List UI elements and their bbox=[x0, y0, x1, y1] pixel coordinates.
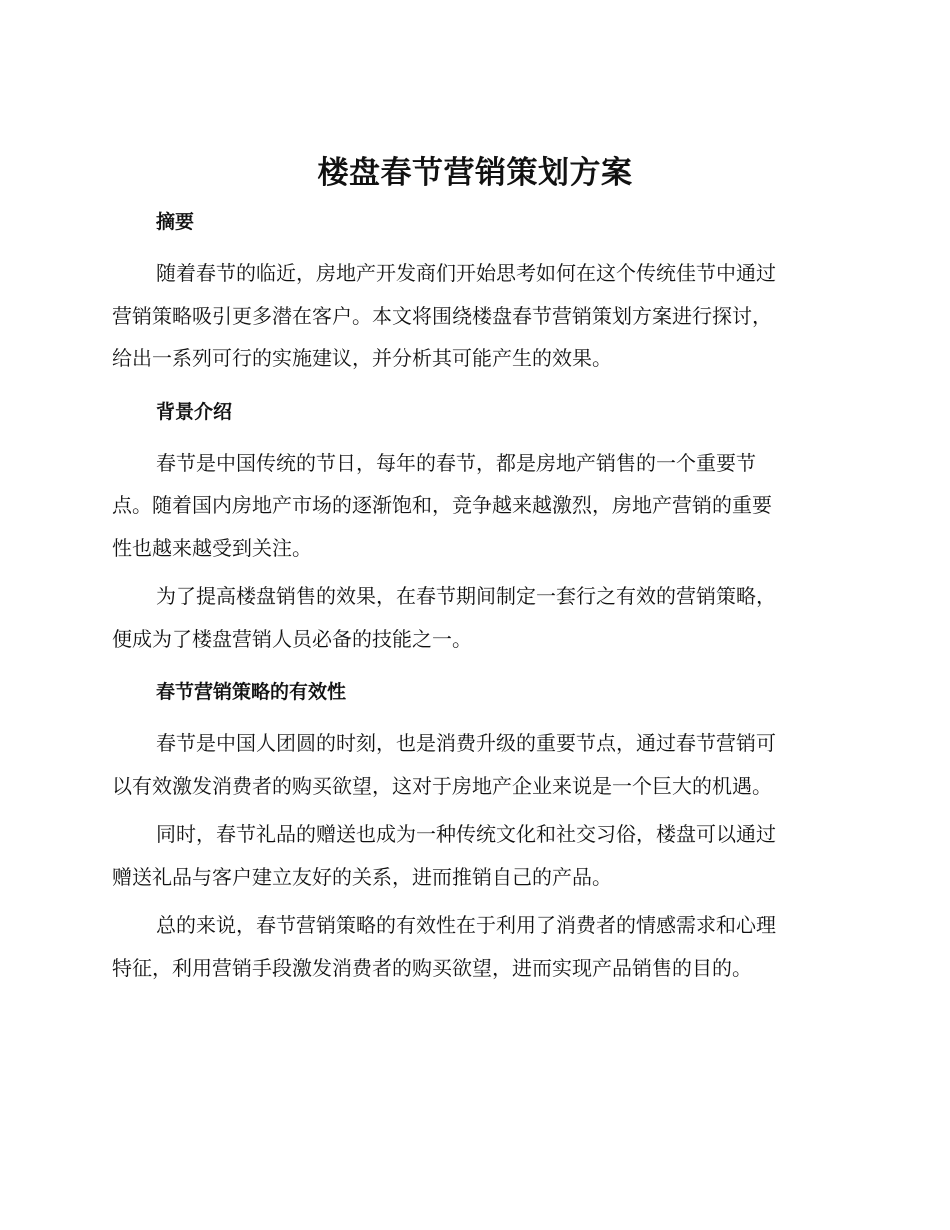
text-line: 赠送礼品与客户建立友好的关系，进而推销自己的产品。 bbox=[112, 864, 612, 889]
paragraph-effectiveness-2 bbox=[112, 813, 834, 898]
text-line: 便成为了楼盘营销人员必备的技能之一。 bbox=[112, 626, 472, 651]
paragraph-abstract bbox=[112, 252, 834, 380]
text-line: 性也越来越受到关注。 bbox=[112, 535, 312, 560]
paragraph-effectiveness-3 bbox=[112, 904, 834, 989]
paragraph-background-2 bbox=[112, 575, 834, 660]
text-line: 总的来说，春节营销策略的有效性在于利用了消费者的情感需求和心理 bbox=[156, 913, 776, 937]
text-line: 随着春节的临近，房地产开发商们开始思考如何在这个传统佳节中通过 bbox=[156, 261, 776, 285]
paragraph-effectiveness-1 bbox=[112, 722, 834, 807]
text-line: 同时，春节礼品的赠送也成为一种传统文化和社交习俗，楼盘可以通过 bbox=[156, 822, 776, 846]
text-line: 给出一系列可行的实施建议，并分析其可能产生的效果。 bbox=[112, 346, 612, 370]
paragraph-background-1 bbox=[112, 442, 834, 570]
document-title: 楼盘春节营销策划方案 bbox=[317, 155, 633, 191]
section-heading-background: 背景介绍 bbox=[156, 400, 233, 423]
text-line: 为了提高楼盘销售的效果，在春节期间制定一套行之有效的营销策略， bbox=[156, 584, 776, 608]
document-body bbox=[112, 202, 834, 989]
text-line: 特征，利用营销手段激发消费者的购买欲望，进而实现产品销售的目的。 bbox=[112, 955, 752, 980]
text-line: 春节是中国传统的节日，每年的春节，都是房地产销售的一个重要节 bbox=[156, 450, 756, 475]
text-line: 点。随着国内房地产市场的逐渐饱和，竞争越来越激烈，房地产营销的重要 bbox=[112, 493, 772, 517]
text-line: 春节是中国人团圆的时刻，也是消费升级的重要节点，通过春节营销可 bbox=[156, 731, 776, 755]
section-heading-abstract: 摘要 bbox=[156, 211, 195, 233]
text-line: 以有效激发消费者的购买欲望，这对于房地产企业来说是一个巨大的机遇。 bbox=[112, 773, 772, 798]
text-line: 营销策略吸引更多潜在客户。本文将围绕楼盘春节营销策划方案进行探讨， bbox=[112, 303, 772, 328]
section-heading-effectiveness: 春节营销策略的有效性 bbox=[156, 681, 347, 703]
